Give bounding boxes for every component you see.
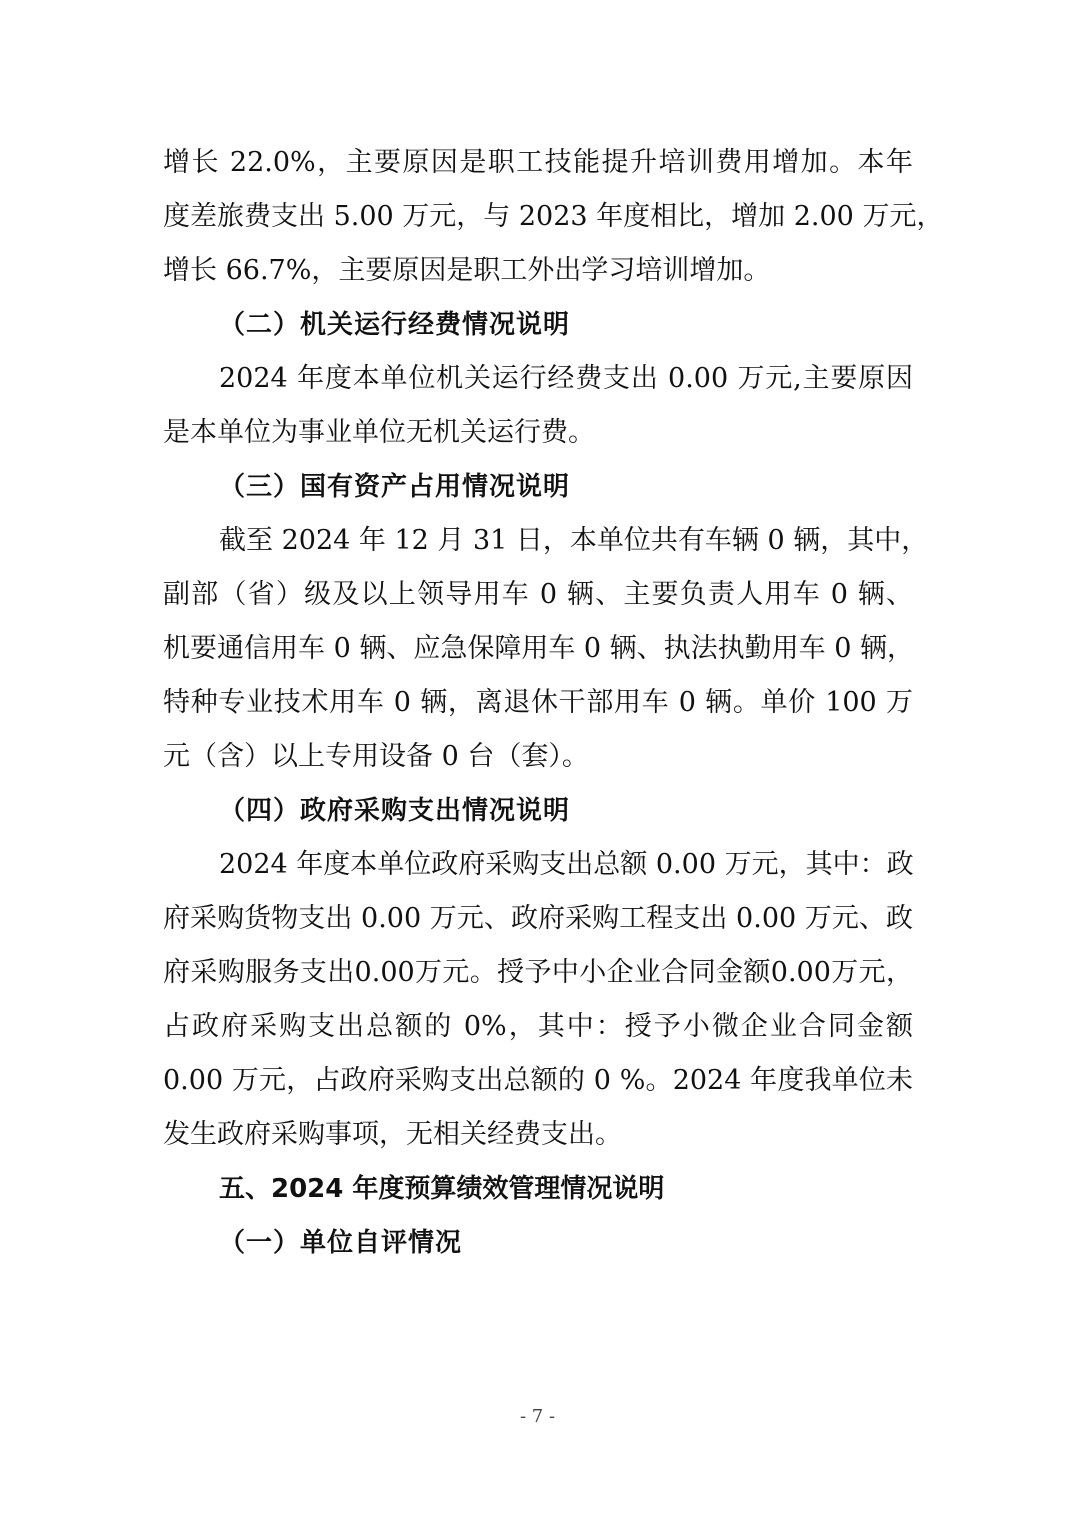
body-line-3: 增长 66.7%，主要原因是职工外出学习培训增加。 [163,255,771,286]
section-heading-office-expenses: （二）机关运行经费情况说明 [219,310,571,340]
section-heading-procurement: （四）政府采购支出情况说明 [219,796,571,826]
body-line-19: 发生政府采购事项，无相关经费支出。 [163,1119,622,1150]
body-line-2: 度差旅费支出 5.00 万元，与 2023 年度相比，增加 2.00 万元， [163,201,944,232]
body-line-8: 截至 2024 年 12 月 31 日，本单位共有车辆 0 辆，其中， [219,525,929,556]
body-line-16: 府采购服务支出0.00万元。授予中小企业合同金额0.00万元， [163,957,913,988]
body-line-18: 0.00 万元，占政府采购支出总额的 0 %。2024 年度我单位未 [163,1065,913,1096]
body-line-9: 副部（省）级及以上领导用车 0 辆、主要负责人用车 0 辆、 [163,579,913,610]
document-body [163,136,944,1270]
section-heading-state-assets: （三）国有资产占用情况说明 [219,472,571,502]
body-line-14: 2024 年度本单位政府采购支出总额 0.00 万元，其中：政 [219,849,914,880]
section-heading-self-evaluation: （一）单位自评情况 [219,1228,463,1258]
body-line-12: 元（含）以上专用设备 0 台（套）。 [163,741,589,772]
page-number: - 7 - [519,1406,556,1427]
body-line-11: 特种专业技术用车 0 辆，离退休干部用车 0 辆。单价 100 万 [163,687,913,718]
chapter-heading-performance: 五、2024 年度预算绩效管理情况说明 [219,1174,665,1204]
body-line-1: 增长 22.0%，主要原因是职工技能提升培训费用增加。本年 [163,147,913,178]
body-line-5: 2024 年度本单位机关运行经费支出 0.00 万元,主要原因 [219,363,913,394]
body-line-6: 是本单位为事业单位无机关运行费。 [163,417,595,448]
body-line-17: 占政府采购支出总额的 0%，其中：授予小微企业合同金额 [163,1011,913,1042]
body-line-15: 府采购货物支出 0.00 万元、政府采购工程支出 0.00 万元、政 [163,903,913,934]
body-line-10: 机要通信用车 0 辆、应急保障用车 0 辆、执法执勤用车 0 辆， [163,633,915,664]
